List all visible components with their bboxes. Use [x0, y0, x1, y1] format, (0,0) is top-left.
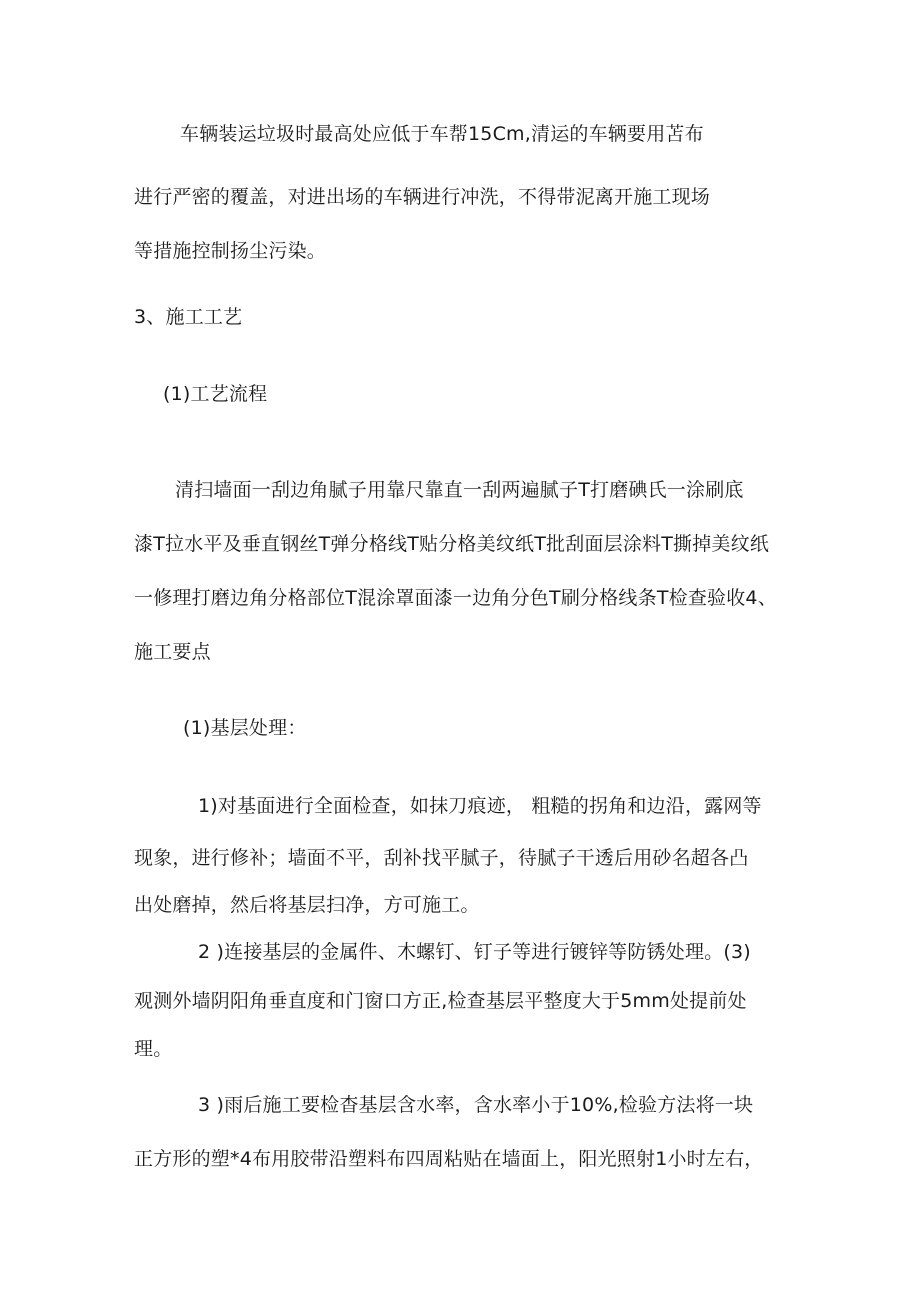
paragraph-line: 一修理打磨边角分格部位T混涂罩面漆一边角分色T刷分格线条T检查验收4、	[134, 587, 777, 609]
section-heading: 施工要点	[134, 641, 211, 663]
paragraph-line: 等措施控制扬尘污染。	[134, 240, 327, 262]
subsection-heading: (1)基层处理：	[183, 717, 307, 739]
paragraph-line: 2 )连接基层的金属件、木螺钉、钉子等进行镀锌等防锈处理。(3)	[198, 941, 751, 963]
section-heading: 3、施工工艺	[134, 306, 243, 328]
paragraph-line: 清扫墙面一刮边角腻子用靠尺靠直一刮两遍腻子T打磨碘氏一涂刷底	[175, 479, 744, 501]
paragraph-line: 1)对基面进行全面检查，如抹刀痕迹， 粗糙的拐角和边沿，露网等	[198, 795, 762, 817]
paragraph-line: 现象，进行修补；墙面不平，刮补找平腻子，待腻子干透后用砂名超各凸	[134, 847, 749, 869]
paragraph-line: 进行严密的覆盖，对进出场的车辆进行冲洗，不得带泥离开施工现场	[134, 186, 711, 208]
paragraph-line: 观测外墙阴阳角垂直度和门窗口方正,检查基层平整度大于5mm处提前处	[134, 990, 747, 1012]
paragraph-line: 漆T拉水平及垂直钢丝T弹分格线T贴分格美纹纸T批刮面层涂料T撕掉美纹纸	[134, 533, 770, 555]
paragraph-line: 车辆装运垃圾时最高处应低于车帮15Cm,清运的车辆要用苫布	[180, 123, 704, 145]
paragraph-line: 3 )雨后施工要检杳基层含水率，含水率小于10%,检验方法将一块	[198, 1094, 754, 1116]
paragraph-line: 理。	[134, 1038, 173, 1060]
paragraph-line: 出处磨掉，然后将基层扫净，方可施工。	[134, 894, 480, 916]
subsection-heading: (1)工艺流程	[163, 383, 268, 405]
paragraph-line: 正方形的塑*4布用胶带沿塑料布四周粘贴在墙面上，阳光照射1小时左右，	[134, 1148, 764, 1170]
